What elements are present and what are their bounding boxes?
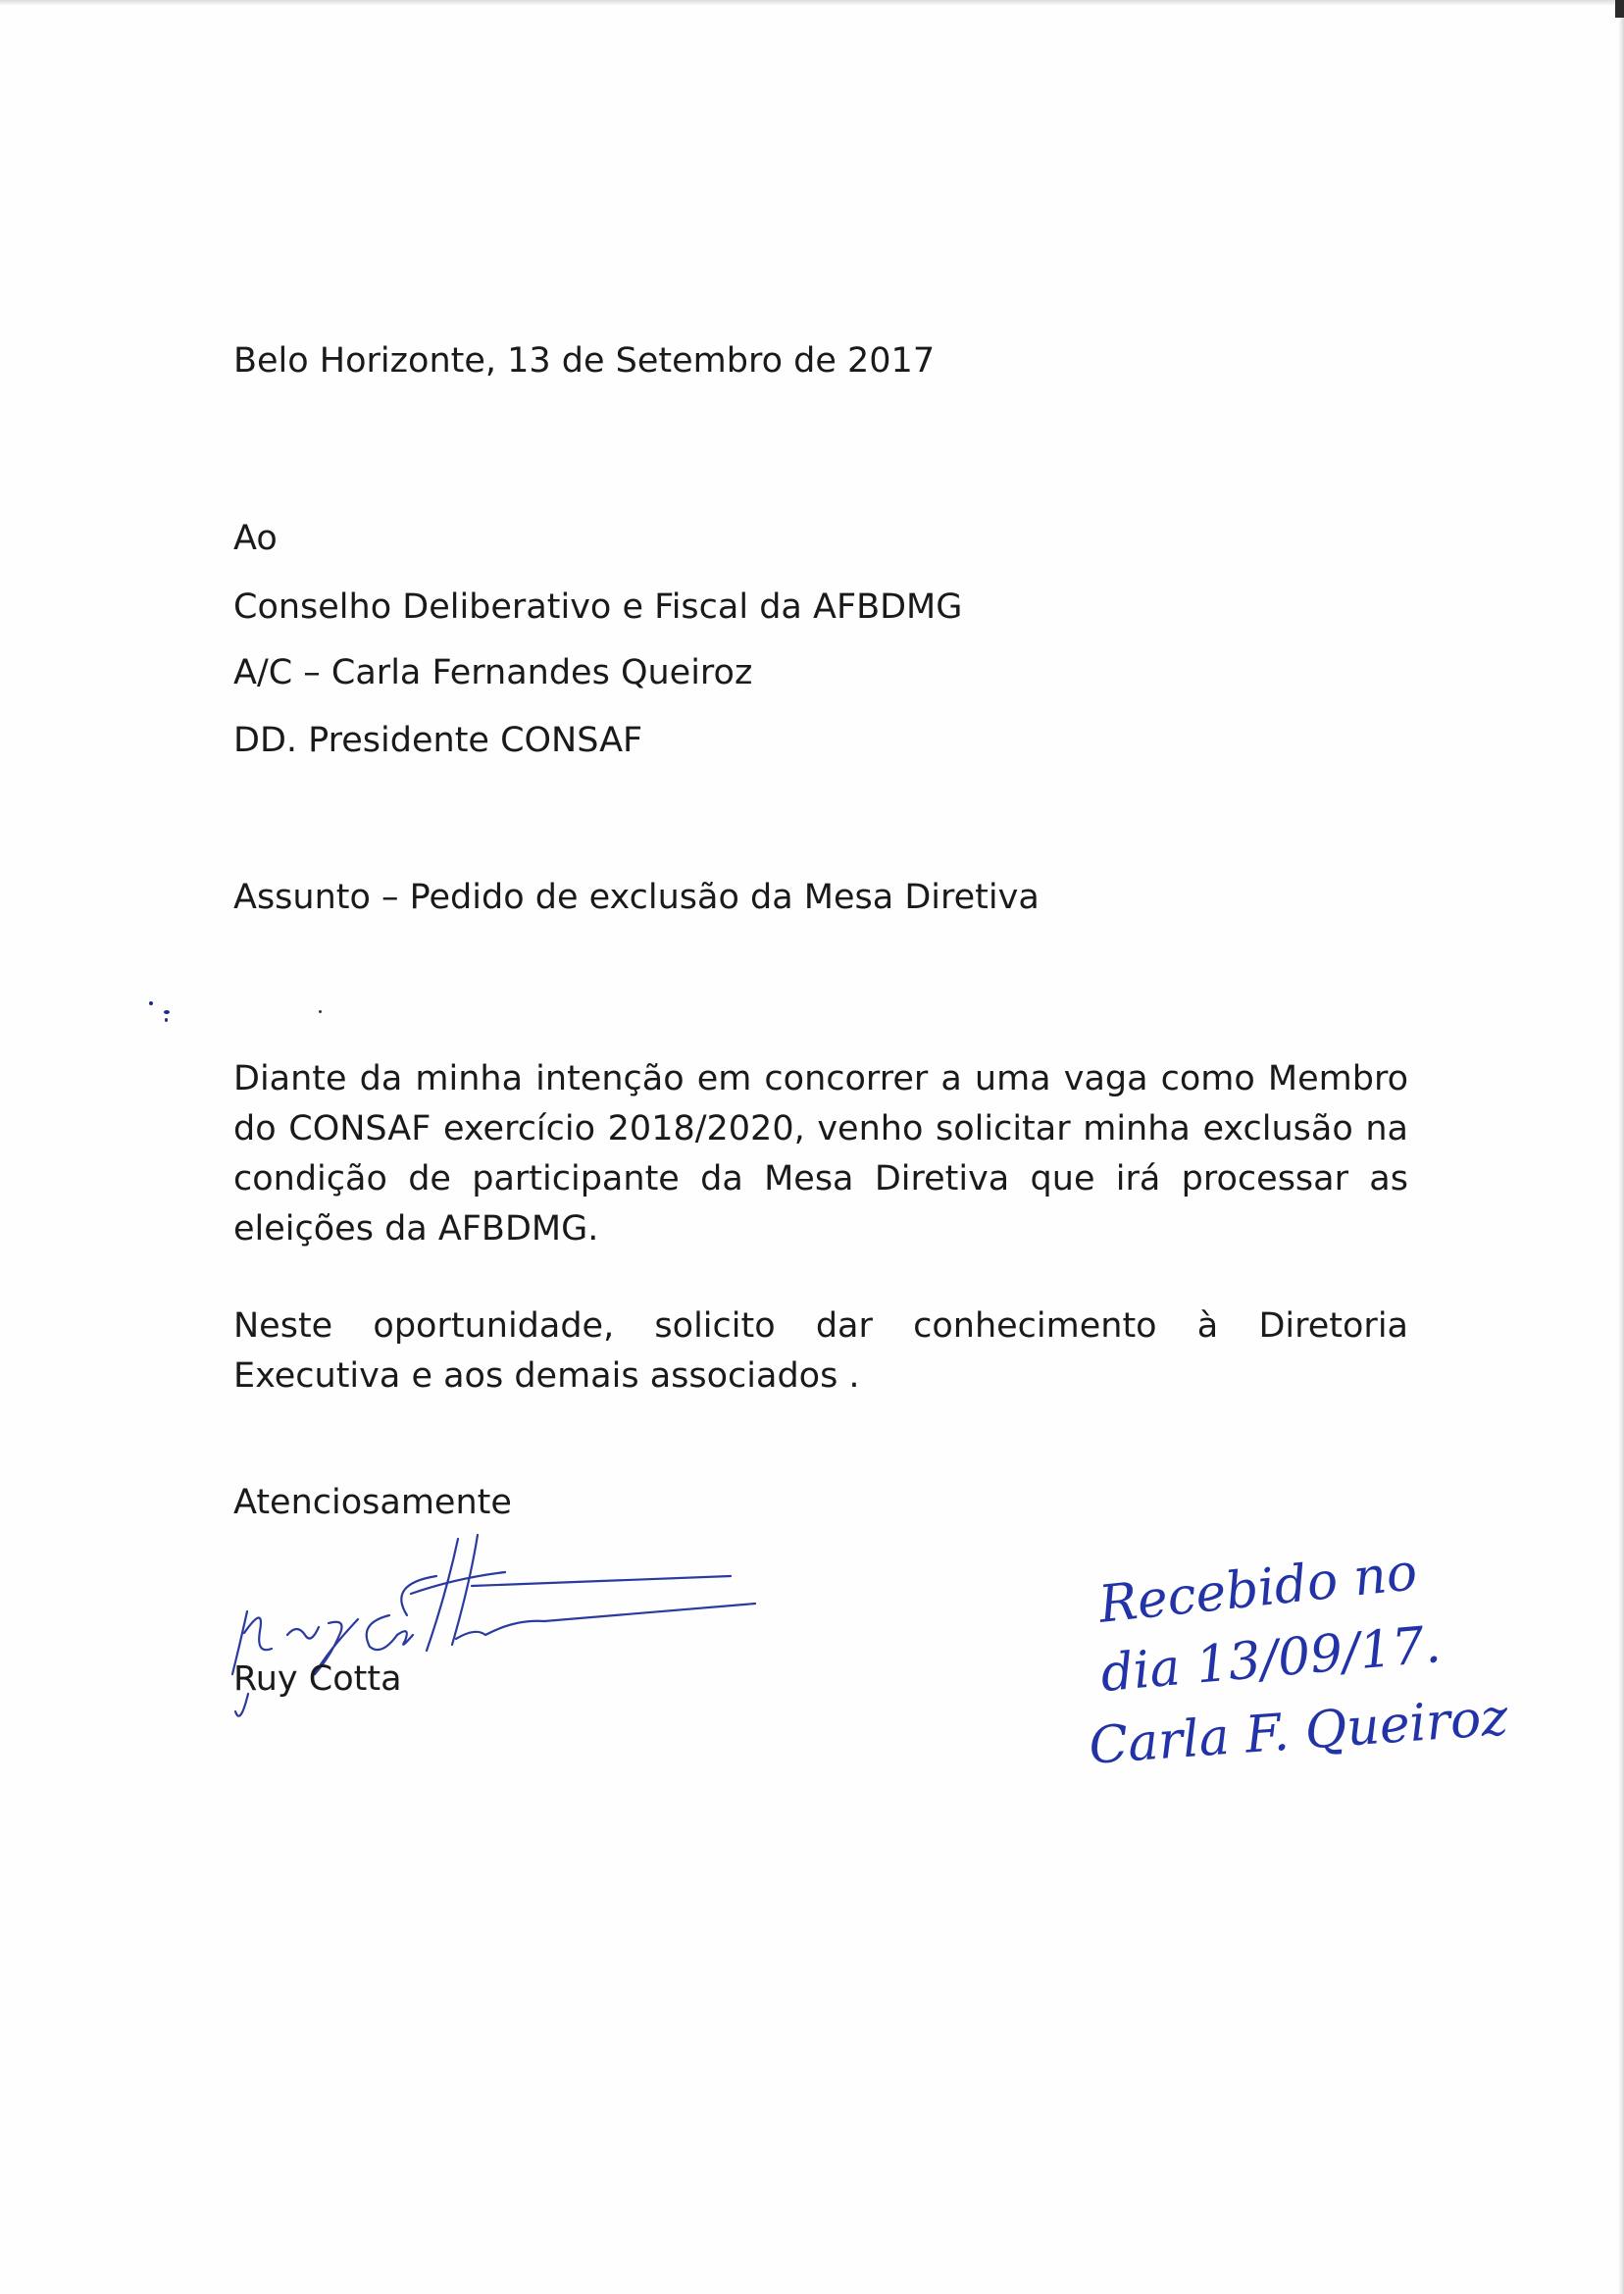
scan-right-edge [1618,0,1624,2294]
ink-speck [319,1010,322,1013]
receipt-line-3: Carla F. Queiroz [1087,1688,1510,1776]
recipient-organization: Conselho Deliberativo e Fiscal da AFBDMG [233,587,963,627]
receipt-line-2: dia 13/09/17. [1098,1614,1444,1705]
receipt-line-1: Recebido no [1095,1543,1420,1635]
subject-line: Assunto – Pedido de exclusão da Mesa Diretiva [233,878,1040,917]
handwritten-receipt-note [1079,1543,1589,1805]
recipient-title: DD. Presidente CONSAF [233,721,643,760]
signature-scribble [221,1525,780,1741]
signer-name: Ruy Cotta [233,1659,402,1699]
recipient-attention: A/C – Carla Fernandes Queiroz [233,653,753,692]
ink-speck [165,1018,168,1022]
body-paragraph-1: Diante da minha intenção em concorrer a uma vaga como Membro do CONSAF exercício 2018/2020, venho solicitar minha exclusão na condição de participante da Mesa Diretiva que irá processar as eleições da AFBDMG. [233,1059,1408,1249]
scan-corner-mark [1615,0,1624,18]
body-paragraph-2: Neste oportunidade, solicito dar conhecimento à Diretoria Executiva e aos demais associados . [233,1306,1408,1396]
closing: Atenciosamente [233,1483,512,1522]
recipient-salutation: Ao [233,519,278,558]
date-line: Belo Horizonte, 13 de Setembro de 2017 [233,341,936,381]
ink-speck [149,1001,153,1005]
ink-speck [164,1010,170,1014]
scan-top-edge [0,0,1624,6]
